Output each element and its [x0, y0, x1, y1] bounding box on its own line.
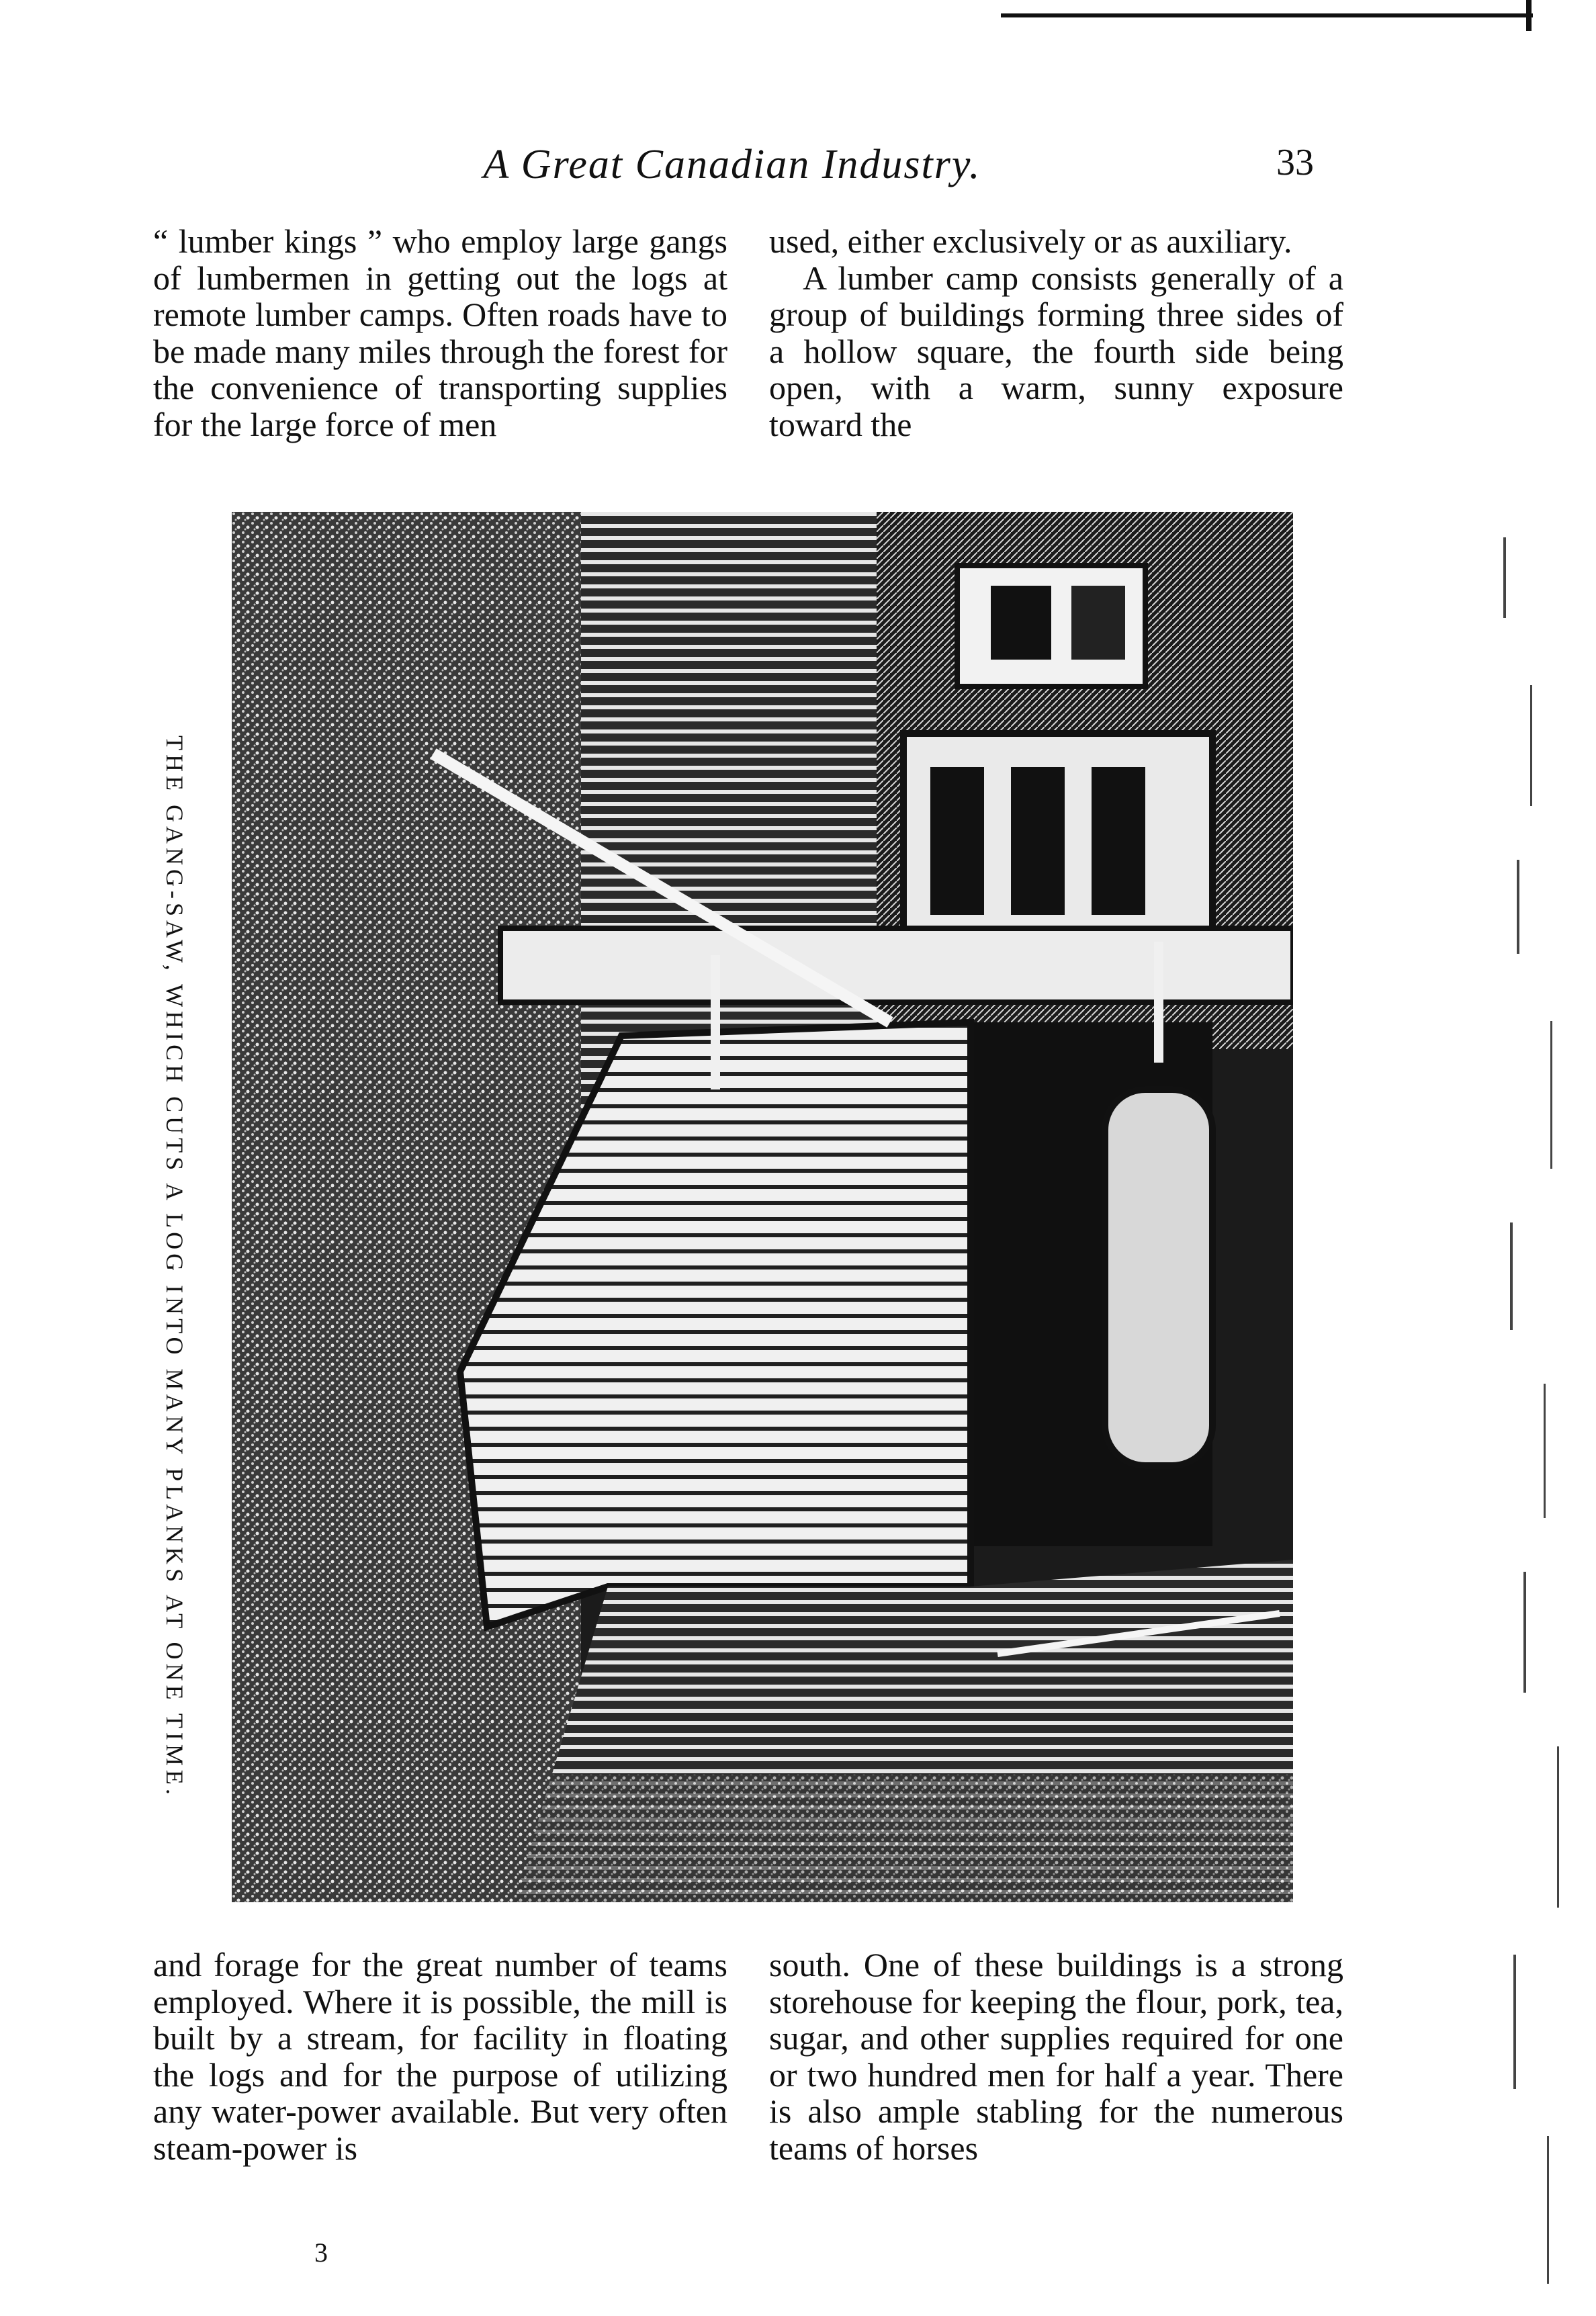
- column-top-right: [769, 223, 1343, 443]
- column-bottom-right: [769, 1947, 1343, 2166]
- paragraph-text: used, either exclusively or as auxiliary.: [769, 222, 1292, 260]
- top-rule: [1001, 13, 1533, 17]
- figure-caption: THE GANG-SAW, WHICH CUTS A LOG INTO MANY PLANKS AT ONE TIME.: [161, 736, 188, 1799]
- signature-mark: 3: [314, 2237, 328, 2268]
- paragraph-text: A lumber camp consists generally of a group of buildings forming three sides of a hollow square, the fourth side being open, with a warm, sunny exposure toward the: [769, 259, 1343, 443]
- paragraph-text: south. One of these buildings is a strong storehouse for keeping the flour, pork, tea, sugar, and other supplies required for one or two hundred men for half a year. There is also ample stabling for the numerous teams of horses: [769, 1946, 1343, 2167]
- column-top-left: [153, 223, 727, 443]
- column-bottom-left: [153, 1947, 727, 2166]
- paragraph-text: “ lumber kings ” who employ large gangs of lumbermen in getting out the logs at remote lumber camps. Often roads have to be made many miles through the forest for the convenience of transporting supplies for the large force of men: [153, 222, 727, 443]
- top-rule-end: [1526, 0, 1532, 31]
- paragraph-text: and forage for the great number of teams employed. Where it is possible, the mill is built by a stream, for facility in floating the logs and for the purpose of utilizing any water-power available. But very often steam-power is: [153, 1946, 727, 2167]
- margin-speckle: [1483, 510, 1577, 2311]
- running-title: A Great Canadian Industry.: [483, 142, 981, 187]
- gang-saw-photograph: [232, 512, 1293, 1902]
- page-number: 33: [1276, 142, 1314, 183]
